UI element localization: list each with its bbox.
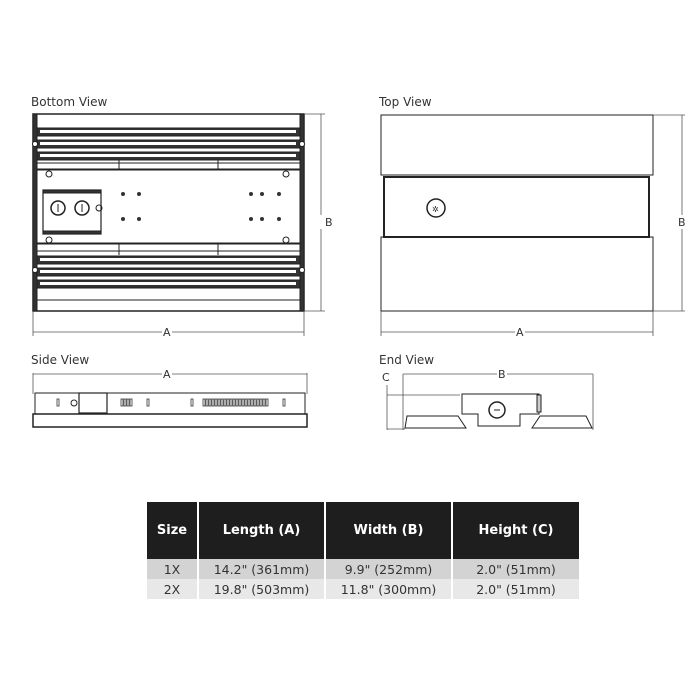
cell-length: 14.2" (361mm) (198, 559, 325, 579)
table-header-row (147, 502, 579, 559)
table-row (147, 559, 579, 579)
side-dim-a: A (163, 368, 171, 381)
cell-length: 19.8" (503mm) (198, 579, 325, 599)
header-length: Length (A) (198, 502, 325, 559)
end-dim-c: C (382, 371, 390, 384)
top-dim-a: A (516, 326, 524, 339)
top-dim-b: B (678, 216, 686, 229)
cell-height: 2.0" (51mm) (452, 579, 579, 599)
cell-width: 11.8" (300mm) (325, 579, 452, 599)
svg-text:✲: ✲ (432, 205, 439, 214)
bottom-view-label: Bottom View (31, 95, 108, 109)
cell-size: 2X (147, 579, 198, 599)
header-size: Size (147, 502, 198, 559)
table-row (147, 579, 579, 599)
cell-size: 1X (147, 559, 198, 579)
cell-width: 9.9" (252mm) (325, 559, 452, 579)
end-dim-b: B (498, 368, 506, 381)
bottom-dim-a: A (163, 326, 171, 339)
header-height: Height (C) (452, 502, 579, 559)
header-width: Width (B) (325, 502, 452, 559)
cell-height: 2.0" (51mm) (452, 559, 579, 579)
side-view-label: Side View (31, 353, 90, 367)
top-view-label: Top View (379, 95, 432, 109)
bottom-dim-b: B (325, 216, 333, 229)
dimension-table (147, 502, 579, 599)
end-view-label: End View (379, 353, 435, 367)
